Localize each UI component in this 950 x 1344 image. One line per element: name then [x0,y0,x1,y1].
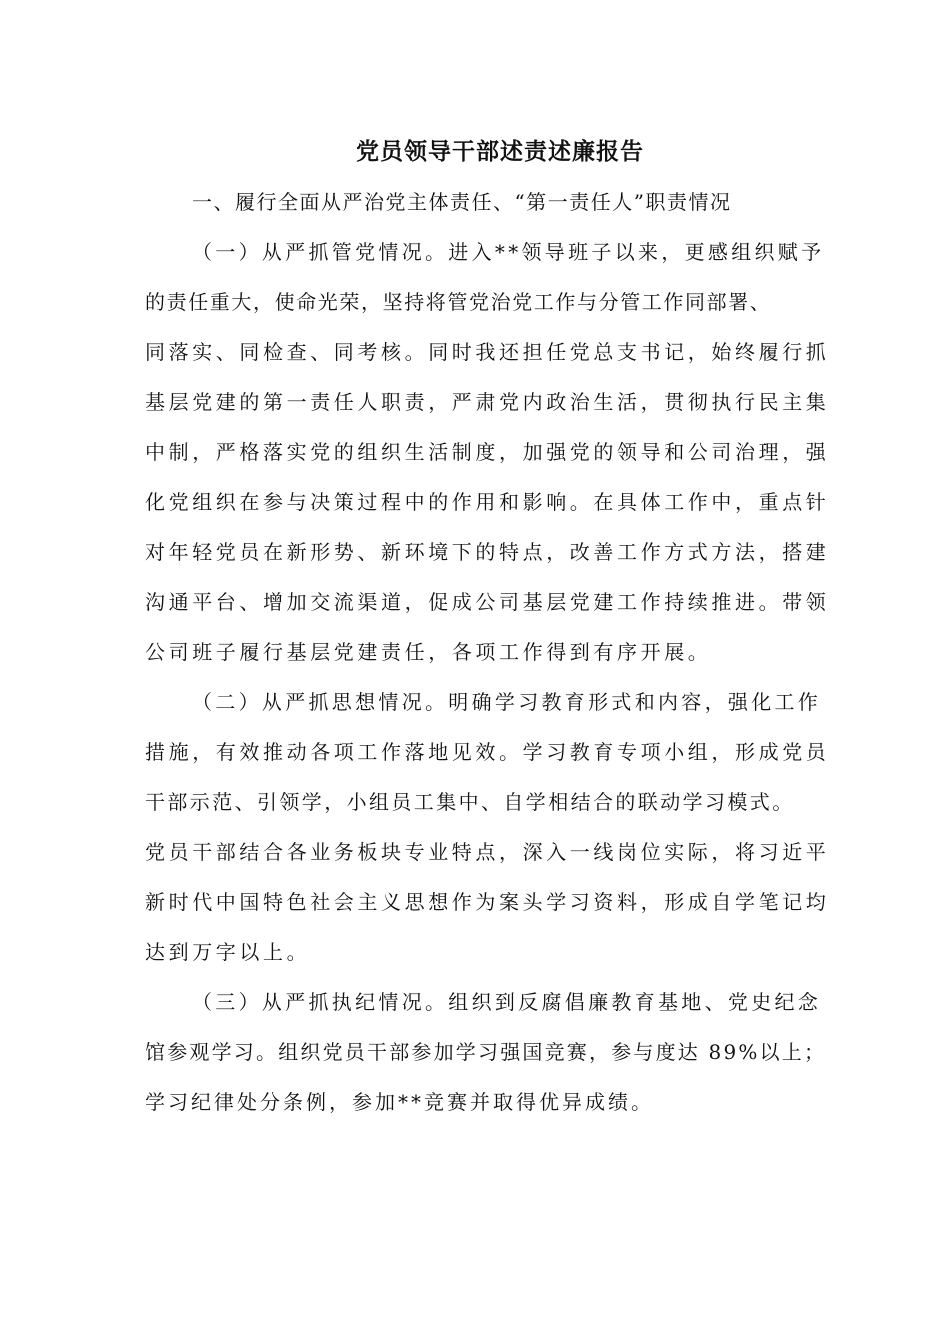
paragraph-2-line-3: 干部示范、引领学，小组员工集中、自学相结合的联动学习模式。 [145,790,795,814]
paragraph-1-line-9: 公司班子履行基层党建责任，各项工作得到有序开展。 [145,640,712,664]
paragraph-3-line-3: 学习纪律处分条例，参加**竞赛并取得优异成绩。 [145,1090,654,1114]
paragraph-1-line-3: 同落实、同检查、同考核。同时我还担任党总支书记，始终履行抓 [145,340,830,364]
paragraph-3-line-1: （三）从严抓执纪情况。组织到反腐倡廉教育基地、党史纪念 [192,990,822,1014]
document-title: 党员领导干部述责述廉报告 [356,138,644,165]
paragraph-1-line-6: 化党组织在参与决策过程中的作用和影响。在具体工作中，重点针 [145,490,830,514]
paragraph-1-line-8: 沟通平台、增加交流渠道，促成公司基层党建工作持续推进。带领 [145,590,830,614]
paragraph-2-line-1: （二）从严抓思想情况。明确学习教育形式和内容，强化工作 [192,690,822,714]
paragraph-2-line-6: 达到万字以上。 [145,940,311,964]
paragraph-1-line-2: 的责任重大，使命光荣，坚持将管党治党工作与分管工作同部署、 [145,290,772,314]
paragraph-1-line-5: 中制，严格落实党的组织生活制度，加强党的领导和公司治理，强 [145,440,830,464]
paragraph-3-line-2: 馆参观学习。组织党员干部参加学习强国竞赛，参与度达 89%以上； [145,1040,827,1064]
paragraph-1-line-4: 基层党建的第一责任人职责，严肃党内政治生活，贯彻执行民主集 [145,390,830,414]
paragraph-1-line-7: 对年轻党员在新形势、新环境下的特点，改善工作方式方法，搭建 [145,540,830,564]
section-heading-1: 一、履行全面从严治党主体责任、“第一责任人”职责情况 [192,190,732,214]
paragraph-2-line-5: 新时代中国特色社会主义思想作为案头学习资料，形成自学笔记均 [145,890,830,914]
paragraph-1-line-1: （一）从严抓管党情况。进入**领导班子以来，更感组织赋予 [192,240,825,264]
paragraph-2-line-4: 党员干部结合各业务板块专业特点，深入一线岗位实际，将习近平 [145,840,830,864]
paragraph-2-line-2: 措施，有效推动各项工作落地见效。学习教育专项小组，形成党员 [145,740,830,764]
